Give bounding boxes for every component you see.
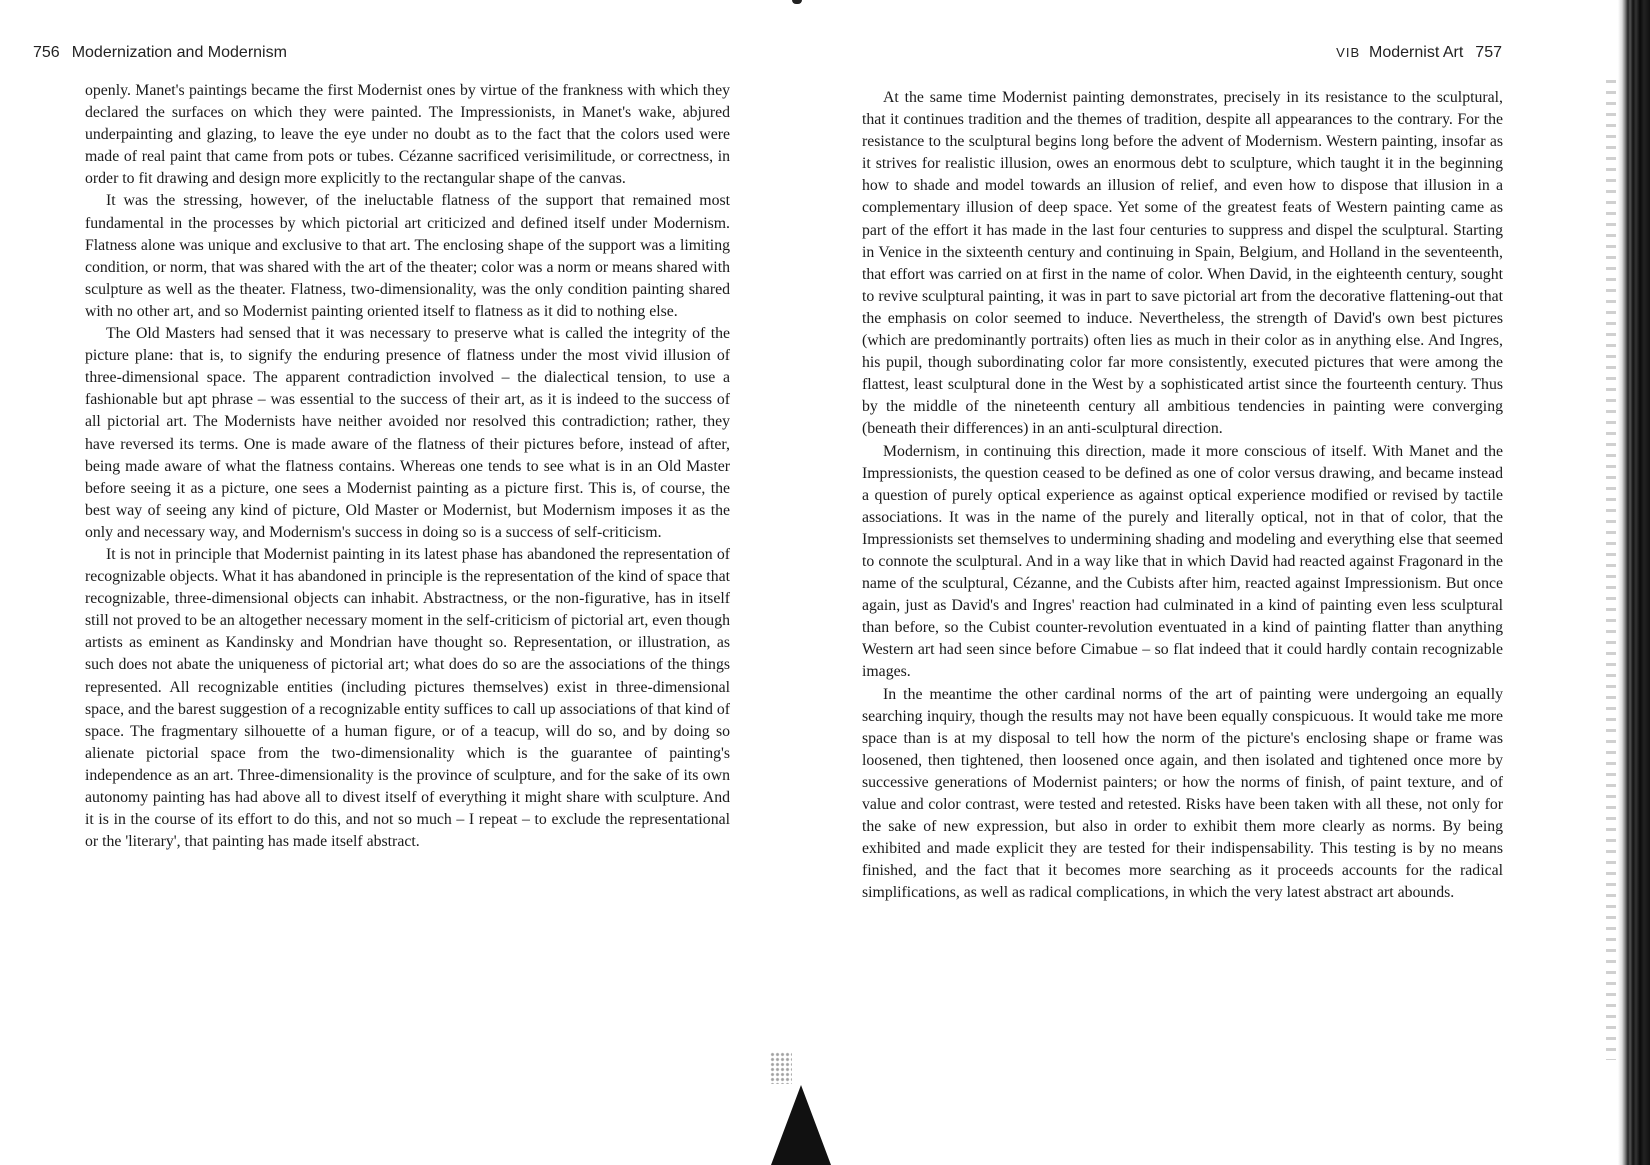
left-paragraph-2: It was the stressing, however, of the ineluctable flatness of the support that remained most fundamental in the processes by which pictorial art criticized and defined itself under Modernism. Flatness alone was unique and exclusive to that art. The enclosing shape of the support was a limiting condition, or norm, that was shared with the art of the theater; color was a norm or means shared with sculpture as well as the theater. Flatness, two-dimensionality, was the only condition painting shared with no other art, and so Modernist painting oriented itself to flatness as it did to nothing else. [85,192,730,320]
left-page-header [33,44,287,62]
right-running-title: Modernist Art [1369,44,1464,61]
scan-spine-speckle [770,1052,792,1084]
right-paragraph-3: In the meantime the other cardinal norms of the art of painting were undergoing an equally searching inquiry, though the results may not have been equally conspicuous. It would take me more space than is at my disposal to tell how the norm of the picture's enclosing shape or frame was loosened, then tightened, then loosened once again, and then isolated and tightened once more by successive generations of Modernist painters; or how the norms of finish, of paint texture, and of value and color contrast, were tested and retested. Risks have been taken with all these, not only for the sake of new expression, but also in order to exhibit them more clearly as norms. By being exhibited and made explicit they are tested for their indispensability. This testing is by no means finished, and the fact that it becomes more searching as it proceeds accounts for the radical simplifications, as well as radical complications, in which the very latest abstract art abounds. [862,685,1503,902]
right-page [820,0,1650,1165]
right-page-header [1336,44,1502,62]
right-paragraph-1: At the same time Modernist painting demonstrates, precisely in its resistance to the sculptural, that it continues tradition and the themes of tradition, despite all appearances to the contrary. For the resistance to the sculptural begins long before the advent of Modernism. Western painting, insofar as it strives for realistic illusion, owes an enormous debt to sculpture, which taught it in the beginning how to shade and model towards an illusion of relief, and even how to dispose that illusion in a complementary illusion of deep space. Yet some of the greatest feats of Western painting came as part of the effort it has made in the last four centuries to suppress and dispel the sculptural. Starting in Venice in the sixteenth century and continuing in Spain, Belgium, and Holland in the seventeenth, that effort was carried on at first in the name of color. When David, in the eighteenth century, sought to revive sculptural painting, it was in part to save pictorial art from the decorative flattening-out that the emphasis on color seemed to induce. Nevertheless, the strength of David's own best pictures (which are predominantly portraits) often lies as much in their color as in anything else. And Ingres, his pupil, though subordinating color far more consistently, executed pictures that were among the flattest, least sculptural done in the West by a sophisticated artist since the fourteenth century. Thus by the middle of the nineteenth century all ambitious tendencies in painting were converging (beneath their differences) in an anti-sculptural direction. [862,89,1503,438]
left-page [0,0,780,1165]
right-section-label: VIB [1336,45,1361,60]
left-page-number: 756 [33,44,60,61]
scan-page-edge [1618,0,1650,1165]
scan-spine-shadow [771,1085,831,1165]
left-paragraph-4: It is not in principle that Modernist painting in its latest phase has abandoned the representation of recognizable objects. What it has abandoned in principle is the representation of the kind of space that recognizable, three-dimensional objects can inhabit. Abstractness, or the non-figurative, has in itself still not proved to be an altogether necessary moment in the self-criticism of pictorial art, even though artists as eminent as Kandinsky and Mondrian have thought so. Representation, or illustration, as such does not abate the uniqueness of pictorial art; what does do so are the associations of the things represented. All recognizable entities (including pictures themselves) exist in three-dimensional space, and the barest suggestion of a recognizable entity suffices to call up associations of that kind of space. The fragmentary silhouette of a human figure, or of a teacup, will do so, and by doing so alienate pictorial space from the two-dimensionality which is the guarantee of painting's independence as an art. Three-dimensionality is the province of sculpture, and for the sake of its own autonomy painting has had above all to divest itself of everything it might share with sculpture. And it is in the course of its effort to do this, and not so much – I repeat – to exclude the representational or the 'literary', that painting has made itself abstract. [85,545,730,851]
right-paragraph-2: Modernism, in continuing this direction, made it more conscious of itself. With Manet and the Impressionists, the question ceased to be defined as one of color versus drawing, and became instead a question of purely optical experience as against optical experience modified or revised by tactile associations. It was in the name of the purely and literally optical, not in that of color, that the Impressionists set themselves to undermining shading and modeling and everything else that seemed to connote the sculptural. And in a way like that in which David had reacted against Fragonard in the name of the sculptural, Cézanne, and the Cubists after him, reacted against Impressionism. But once again, just as David's and Ingres' reaction had culminated in a kind of painting even less sculptural than before, so the Cubist counter-revolution eventuated in a kind of painting flatter than anything Western art had seen since before Cimabue – so flat indeed that it could hardly contain recognizable images. [862,442,1503,681]
right-page-body [862,87,1503,904]
left-paragraph-3: The Old Masters had sensed that it was necessary to preserve what is called the integrity of the picture plane: that is, to signify the enduring presence of flatness under the most vivid illusion of three-dimensional space. The apparent contradiction involved – the dialectical tension, to use a fashionable but apt phrase – was essential to the success of their art, as it is indeed to the success of all pictorial art. The Modernists have neither avoided nor resolved this contradiction; rather, they have reversed its terms. One is made aware of the flatness of their pictures before, instead of after, being made aware of what the flatness contains. Whereas one tends to see what is in an Old Master before seeing it as a picture, one sees a Modernist painting as a picture first. This is, of course, the best way of seeing any kind of picture, Old Master or Modernist, but Modernism imposes it as the only and necessary way, and Modernism's success in doing so is a success of self-criticism. [85,325,730,541]
left-page-body [85,80,730,853]
left-paragraph-1: openly. Manet's paintings became the first Modernist ones by virtue of the frankness with which they declared the surfaces on which they were painted. The Impressionists, in Manet's wake, abjured underpainting and glazing, to leave the eye under no doubt as to the fact that the colors used were made of real paint that came from pots or tubes. Cézanne sacrificed verisimilitude, or correctness, in order to fit drawing and design more explicitly to the rectangular shape of the canvas. [85,82,730,188]
right-page-number: 757 [1475,44,1502,61]
left-running-title: Modernization and Modernism [71,44,287,61]
scan-spine-dot [792,0,802,4]
